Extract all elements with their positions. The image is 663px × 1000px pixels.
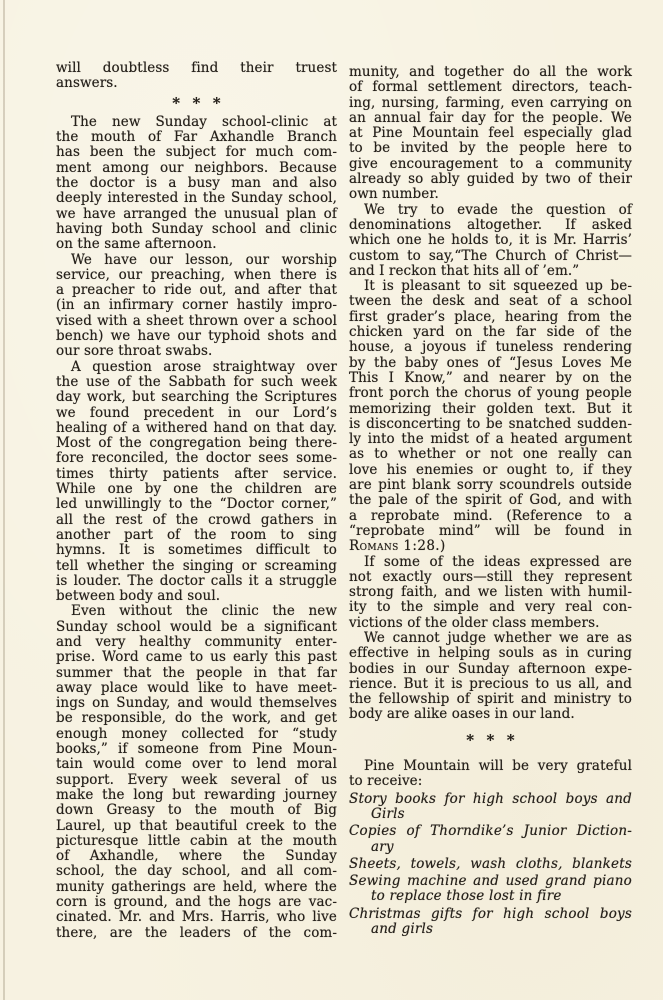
text-line: is louder. The doctor calls it a struggle [56,572,337,589]
text-line: cinated. Mr. and Mrs. Harris, who live [56,909,337,926]
text-line: ary [371,838,394,855]
text-line: away place would like to have meet- [56,679,337,696]
text-line: by the baby ones of “Jesus Loves Me [349,354,632,371]
text-line: Girls [371,805,405,822]
text-line: ings on Sunday, and would themselves [56,695,337,712]
text-line: own number. [349,186,439,203]
right-column [349,65,632,937]
text-line: times thirty patients after service. [56,465,337,482]
text-line: deeply interested in the Sunday school, [56,190,337,207]
text-line: love his enemies or ought to, if they [349,461,632,478]
text-line: of formal settlement directors, teach- [349,79,632,96]
text-line: “reprobate mind” will be found in [349,522,632,539]
text-line: on the same afternoon. [56,236,217,253]
text-line: ing, nursing, farming, even carrying on [349,94,632,111]
text-line: It is pleasant to sit squeezed up be- [364,278,632,295]
text-line: We cannot judge whether we are as [364,629,632,646]
text-line: first grader’s place, hearing from the [349,308,632,325]
text-line: Laurel, up that beautiful creek to the [56,817,337,834]
text-line: are pint blank sorry scoundrels outside [349,477,632,494]
text-line: Pine Mountain will be very grateful [364,758,632,775]
text-line: the use of the Sabbath for such week [56,373,337,390]
text-line: of Axhandle, where the Sunday [56,848,337,865]
text-line: The new Sunday school-clinic at [71,113,337,130]
text-line: our sore throat swabs. [56,343,213,360]
text-line: a reprobate mind. (Reference to a [349,507,632,524]
text-line: custom to say,“The Church of Christ— [349,247,632,264]
text-line: (in an infirmary corner hastily impro- [56,297,337,314]
text-line: munity, and together do all the work [349,64,632,80]
text-line: another part of the room to sing [56,526,337,543]
text-line: support. Every week several of us [56,771,337,788]
text-line: denominations altogether. If asked [349,216,632,233]
text-line: memorizing their golden text. But it [349,400,632,417]
text-line: between body and soul. [56,588,221,605]
text-line: the fellowship of spirit and ministry to [349,691,632,708]
text-line: Most of the congregation being there- [56,435,337,452]
text-line: is disconcerting to be snatched sudden- [349,415,632,432]
scan-edge-shadow [3,0,5,1000]
text-line: We try to evade the question of [364,201,632,218]
text-line: tell whether the singing or screaming [56,557,337,574]
text-line: Even without the clinic the new [71,603,337,620]
text-line: If some of the ideas expressed are [364,553,632,570]
section-divider: * * * [466,730,515,749]
text-line: a preacher to ride out, and after that [56,282,337,299]
text-line: to be invited by the people here to [349,140,632,157]
text-line: hymns. It is sometimes difficult to [56,542,337,559]
text-line: bench) we have our typhoid shots and [56,328,337,345]
text-line: Christmas gifts for high school boys [349,905,632,922]
text-line: there, are the leaders of the com- [56,924,337,941]
text-line: chicken yard on the far side of the [349,324,632,341]
section-divider: * * * [172,93,221,112]
text-line: to replace those lost in fire [371,888,562,905]
text-line: all the rest of the crowd gathers in [56,511,337,528]
text-line: school, the day school, and all com- [56,863,337,880]
text-line: and girls [371,921,434,938]
text-line: Sunday school would be a significant [56,618,337,635]
text-line: led unwillingly to the “Doctor corner,” [56,496,337,513]
text-line: front porch the chorus of young people [349,385,632,402]
text-line: victions of the older class members. [349,614,600,631]
text-line: Romans 1:28.) [349,538,446,555]
text-line: A question arose straightway over [71,358,337,375]
text-line: picturesque little cabin at the mouth [56,832,337,849]
text-line: books,” if someone from Pine Moun- [56,741,337,758]
text-line: munity gatherings are held, where the [56,878,337,895]
text-line: we found precedent in our Lord’s [56,404,337,421]
text-line: the mouth of Far Axhandle Branch [56,129,337,146]
text-line: body are alike oases in our land. [349,706,575,723]
text-line: and I reckon that hits all of ’em.” [349,262,580,279]
text-line: as to whether or not one really can [349,446,632,463]
text-line: will doubtless find their truest [56,60,337,76]
text-line: strong faith, and we listen with humil- [349,584,632,601]
text-line: ment among our neighbors. Because [56,159,337,176]
text-line: tween the desk and seat of a school [349,293,632,310]
text-line: house, a joyous if tuneless rendering [349,339,632,356]
text-line: We have our lesson, our worship [71,251,337,268]
text-line: having both Sunday school and clinic [56,220,337,237]
text-line: tain would come over to lend moral [56,756,337,773]
text-line: the pale of the spirit of God, and with [349,492,632,509]
text-line: Story books for high school boys and [349,790,632,807]
text-line: corn is ground, and the hogs are vac- [56,894,337,911]
text-line: day work, but searching the Scriptures [56,389,337,406]
text-line: bodies in our Sunday afternoon expe- [349,660,632,677]
left-column [56,61,337,941]
text-line: vised with a sheet thrown over a school [56,312,337,329]
text-line: Sheets, towels, wash cloths, blankets [349,855,632,872]
text-line: enough money collected for “study [56,725,337,742]
text-line: rience. But it is precious to us all, and [349,675,632,692]
text-line: give encouragement to a community [349,155,632,172]
text-line: has been the subject for much com- [56,144,337,161]
text-line: the doctor is a busy man and also [56,175,337,192]
text-line: Copies of Thorndike’s Junior Diction- [349,823,632,840]
text-line: summer that the people in that far [56,664,337,681]
text-line: fore reconciled, the doctor sees some- [56,450,337,467]
text-line: prise. Word came to us early this past [56,649,337,666]
text-line: we have arranged the unusual plan of [56,205,337,222]
text-line: ly into the midst of a heated argument [349,431,632,448]
text-line: make the long but rewarding journey [56,786,337,803]
text-line: service, our preaching, when there is [56,266,337,283]
text-line: be responsible, do the work, and get [56,710,337,727]
text-line: already so ably guided by two of their [349,171,632,188]
text-line: which one he holds to, it is Mr. Harris’ [349,232,632,249]
text-line: ity to the simple and very real con- [349,599,632,616]
text-line: Sewing machine and used grand piano [349,873,632,890]
text-line: While one by one the children are [56,481,337,498]
text-line: to receive: [349,773,423,790]
text-line: not exactly ours—still they represent [349,568,632,585]
text-line: down Greasy to the mouth of Big [56,802,337,819]
text-line: at Pine Mountain feel especially glad [349,125,632,142]
text-line: effective in helping souls as in curing [349,645,632,662]
text-line: and very healthy community enter- [56,633,337,650]
text-line: an annual fair day for the people. We [349,109,632,126]
text-line: This I Know,” and nearer by on the [349,369,632,386]
text-line: answers. [56,75,118,92]
text-line: healing of a withered hand on that day. [56,419,337,436]
